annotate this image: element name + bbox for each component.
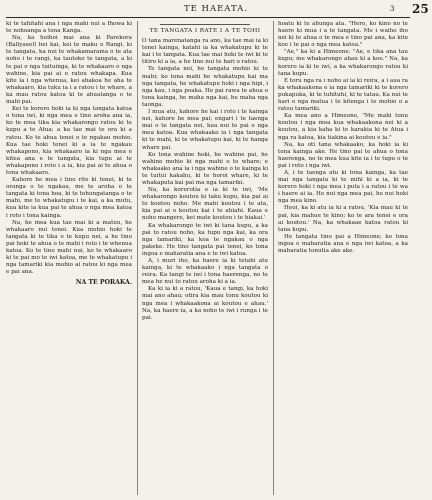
column-divider bbox=[273, 21, 274, 495]
paragraph: A, i muri iho, ka haere ia ki tetahi atu kainga, ki te whakaako i nga tangata o reira. Ka tangi te iwi i tona haerenga, no te mea he nui to ratou aroha ki a ia. bbox=[142, 258, 268, 286]
page-number: 25 bbox=[412, 2, 429, 16]
paragraph: Kei te korero hoki ia ki nga tangata katoa o tona iwi, ki nga mea e tino aroha ana ia, ko te mea tika kia whakarongo ratou ki te kupu a te Atua; a ka tae mai te ora ki a ratou. Ko te ahua tenei o te ngakau mohio. Kua tae hoki tenei ki a ia te ngakau whakapono, kia whakaaro ia ki nga mea e kitea ana e te tangata, kia tupu ai te whakapono i roto i a ia, kia pai ai te ahua o tona whakaaro. bbox=[6, 106, 132, 176]
paragraph: O tana marenatanga ra ano, ka tae mai ia ki tenei kainga, katahi ia ka whakatupu ki te kai i te tangata. Kua tae mai hoki te iwi ki te titiro ki a ia, a he tino nui te hari o ratou. bbox=[142, 38, 268, 66]
paragraph: A, i te taenga atu ki tona kainga, ka tae mai nga tangata ki te mihi ki a ia, ki te korero hoki i nga mea i puta i a ratou i te wa i haere ai ia. He nui nga mea pai, he nui hoki nga mea kino. bbox=[278, 169, 408, 205]
paragraph: Kahore he mea i tino rite ki tenei, ki te oranga o te ngakau, me te aroha o te tangata ki tona hoa, ki te tohungatanga o te mahi, me te whakatupu i te kai, a ka mutu, kua kite ia kua pai te ahua o nga mea katoa i roto i tona kainga. bbox=[6, 177, 132, 219]
paragraph: Na, ka korerotia e ia ki te iwi, 'Me whakarongo koutou ki taku kupu, kia pai ai to koutou noho. Me mahi koutou i te ata, kia pai ai o koutou kai i te ahiahi. Kaua e noho mangere, kei mate koutou i te hiakai.' bbox=[142, 187, 268, 222]
paragraph: Na, ka hoihoi mai ana ki Parekora (Ballyaeel) hei kai, kei te maku o Rangi, ki te tangata, ka nui te whakamarama o te ata noho i te rangi, ka tautoko te tangata, a ki te pai o nga tuituinga, ki te whakaaro o nga wahine, kia pai ai o ratou whakapa. Kua kite ia i nga whenua, kei ahakoa he aha te whakaaro, kia tuku ia i a ratou i te whare, a ka mau ratou katoa ki te ahuatanga o te mahi pai. bbox=[6, 35, 132, 106]
column-divider bbox=[137, 21, 138, 495]
page-header bbox=[0, 2, 432, 18]
column-2 bbox=[142, 21, 268, 495]
paragraph: He tangata tino pai a Himeone; ko tona ingoa e maharatia ana e nga iwi katoa, a ka maharatia tonutia ake ake. bbox=[278, 233, 408, 254]
column-1 bbox=[6, 21, 132, 495]
column-3 bbox=[278, 21, 408, 495]
paragraph: Ko tona wahine hoki, he wahine pai, he wahine mohio ki nga mahi o te whare; e whakaako ana ia i nga wahine o te kainga ki te tuitui kakahu, ki te horoi whare, ki te whakaputa kai pai ma nga tamariki. bbox=[142, 151, 268, 186]
paragraph: hoatu ki te ahunga ata. "Hero, ko kino no te haere ki mua i a te tangata. Me i waiho iho nei ki te ahua o te mea e tino pai ana, ka kite koe i te pai o nga mea katoa." bbox=[278, 21, 408, 49]
running-title: TE HAEATA. bbox=[183, 4, 249, 14]
paragraph: I mua atu, kahore he kai i roto i te kainga nei, kahore he mea pai; engari i te taenga mai o te tangata nei, kua nui te pai o nga mea katoa. Kua whakaako ia i nga tangata ki te mahi, ki te whakatupu kai, ki te hanga whare pai. bbox=[142, 109, 268, 151]
paragraph: ki te tahitahi ana i nga mahi nui a Ihowa ki te nohoanga a tona Kanga. bbox=[6, 21, 132, 35]
paragraph: Ka whakarongo te iwi ki tana kupu, a ka pai to ratou noho, ka tupu nga kai, ka ora nga tamariki, ka koa te ngakau o nga pakeke. He tino tangata pai tenei, ko tona ingoa e maharatia ana e te iwi katoa. bbox=[142, 222, 268, 257]
paragraph: E toru nga ra i noho ai ia ki reira, a i aua ra ka whakaakona e ia nga tamariki ki te korero pukapuka, ki te tuhituhi, ki te tatau. Ka nui te hari o nga matua i te kitenga i te mohio o a ratou tamariki. bbox=[278, 77, 408, 113]
header-rule bbox=[6, 17, 410, 18]
paragraph: Heoi, ka ki atu ia ki a ratou, 'Kia mau ki te pai, kia mahue te kino; ko te ara tenei e ora ai koutou.' Na, ka whakaae katoa ratou ki tana kupu. bbox=[278, 205, 408, 233]
paragraph: "Ae," ka ki a Himeone. "Ae, e tika ana tau kupu; me whakarongo ahau ki a koe." Na, ka korero ia ki te iwi, a ka whakarongo ratou ki tana kupu. bbox=[278, 49, 408, 77]
separator bbox=[160, 24, 250, 25]
paragraph: Ka mea ano a Himeone, "Me mahi tonu koutou i nga mea kua whakaakona nei ki a koutou, a kia kaha ki te karakia ki te Atua i nga ra katoa, kia tiakina ai koutou e ia." bbox=[278, 113, 408, 141]
article-title: TE TANGATA I RATE I A TE TOHI bbox=[149, 28, 261, 34]
signature: NA TE PORAKA. bbox=[75, 279, 132, 287]
paragraph: Na, he mea kua tae mai ki a matou, he whakaaro nui tenei. Kua mohio hoki te tangata ki te tika o te kupu nei, a he tino pai hoki te ahua o te mahi i roto i te whenua katoa. Ko te tino mahi nui, ko te whakaaro ki te pai mo te iwi katoa, me te whakatupu i nga tamariki kia mohio ai ratou ki nga mea e pai ana. bbox=[6, 219, 132, 276]
paragraph: Na, ka oti tana whakaako, ka hoki ia ki tona kainga ake. He tino pai te ahua o tona haerenga, no te mea kua kite ia i te tupu o te pai i roto i nga iwi. bbox=[278, 141, 408, 169]
paragraph: Te tangata nei, he tangata mohio ki te mahi; ko tona mahi he whakatupu kai ma nga tangata, he whakatupu hoki i nga hipi, i nga kau, i nga poaka. He pai rawa te ahua o tona kainga, he maha nga kai, he maha nga taonga. bbox=[142, 66, 268, 108]
paragraph: Ka ki ia ki a ratou, 'Kaua e tangi, ka hoki mai ano ahau; otira kia mau tonu koutou ki nga mea i whakaakona ai koutou e ahau.' Na, ka haere ia, a ka noho te iwi i runga i te pai. bbox=[142, 286, 268, 321]
section-number: 3 bbox=[390, 5, 395, 13]
